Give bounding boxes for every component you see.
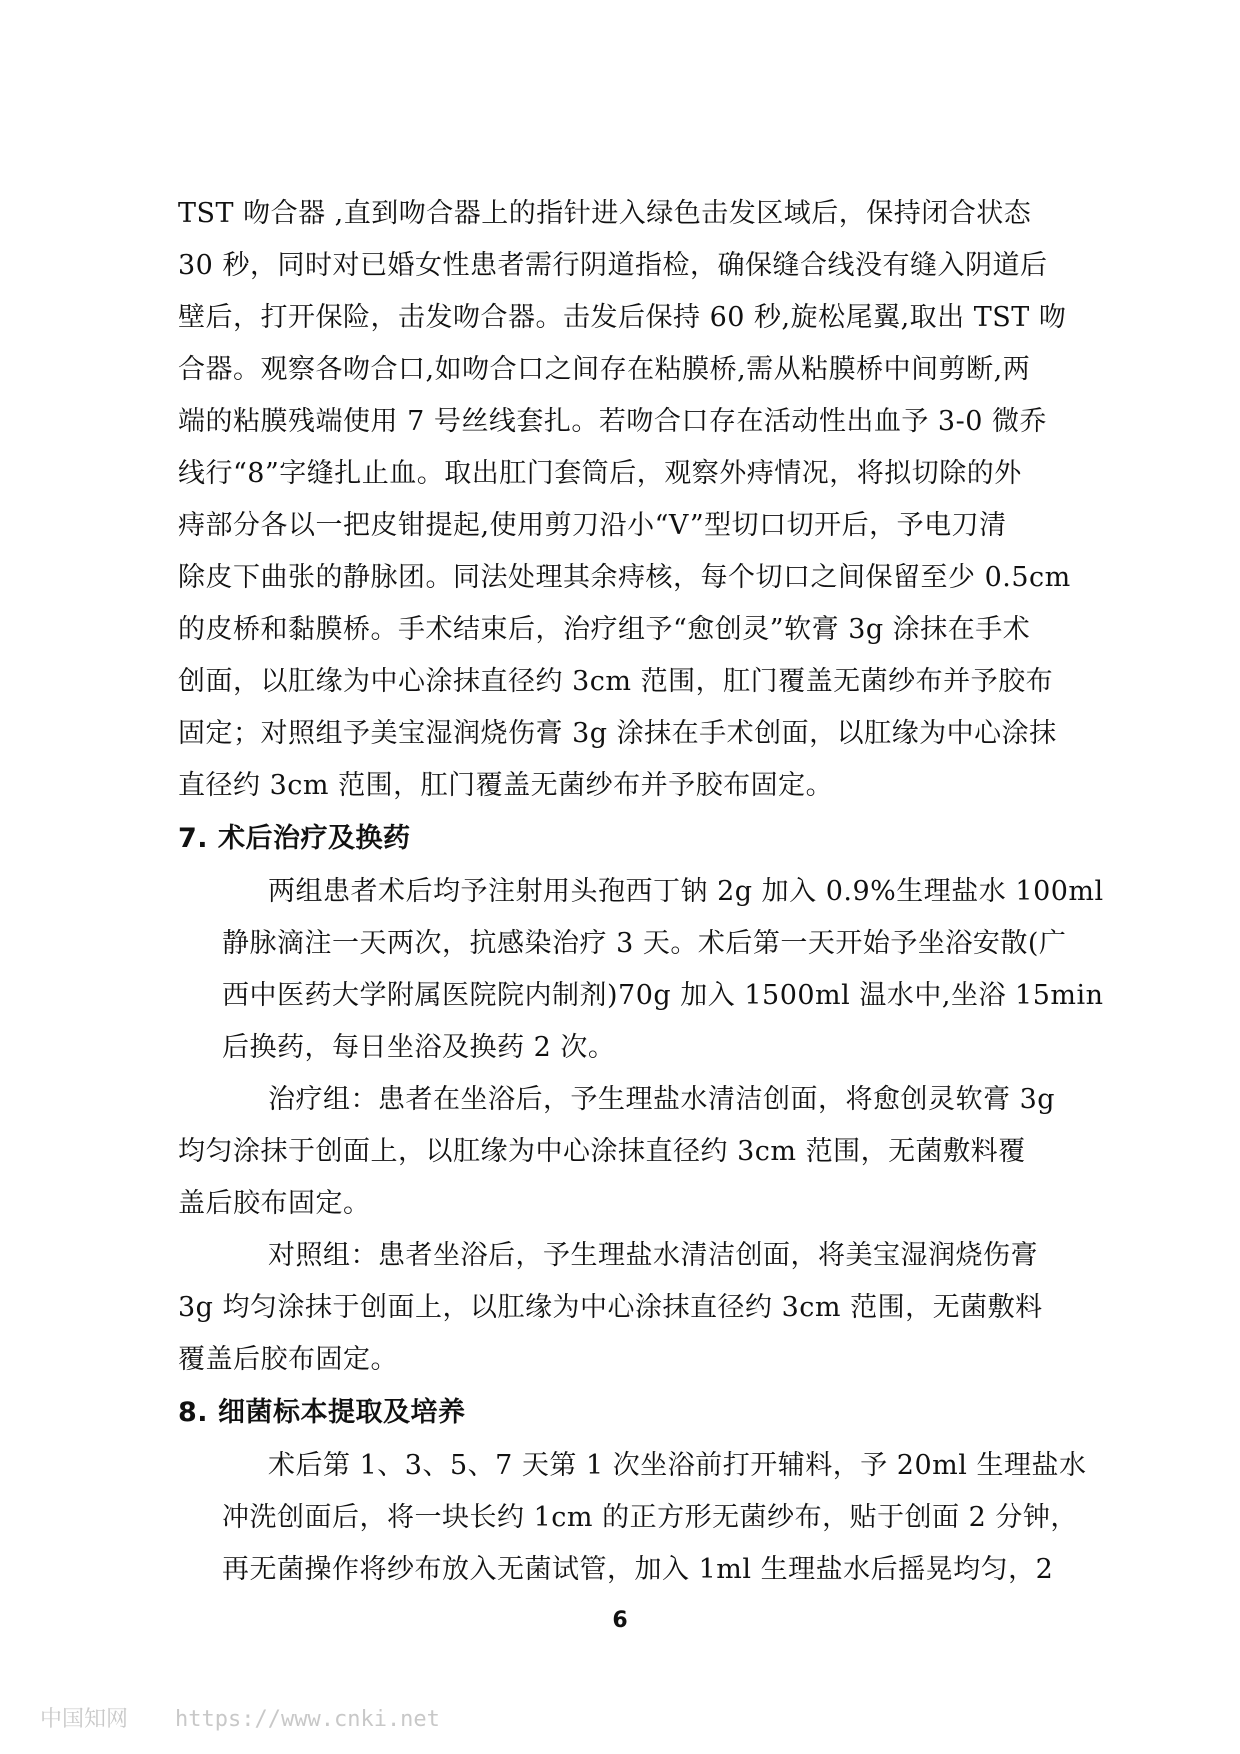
page-number: 6 <box>612 1608 628 1633</box>
text-line: 治疗组：患者在坐浴后，予生理盐水清洁创面，将愈创灵软膏 3g <box>268 1084 1056 1115</box>
paragraph-surgery-procedure <box>178 188 1098 812</box>
text-line: 盖后胶布固定。 <box>178 1188 371 1219</box>
paragraph-treatment-group <box>178 1074 1098 1230</box>
text-line: 痔部分各以一把皮钳提起,使用剪刀沿小“V”型切口切开后，予电刀清 <box>178 510 1007 541</box>
text-line: 壁后，打开保险，击发吻合器。击发后保持 60 秒,旋松尾翼,取出 TST 吻 <box>178 302 1067 333</box>
text-line: 对照组：患者坐浴后，予生理盐水清洁创面，将美宝湿润烧伤膏 <box>268 1240 1038 1271</box>
text-line: 西中医药大学附属医院院内制剂)70g 加入 1500ml 温水中,坐浴 15min <box>222 980 1104 1011</box>
watermark <box>40 1702 440 1733</box>
text-line: 后换药，每日坐浴及换药 2 次。 <box>222 1032 616 1063</box>
watermark-brand: 中国知网 <box>40 1707 129 1732</box>
text-line: 固定；对照组予美宝湿润烧伤膏 3g 涂抹在手术创面，以肛缘为中心涂抹 <box>178 718 1057 749</box>
text-line: 再无菌操作将纱布放入无菌试管，加入 1ml 生理盐水后摇晃均匀，2 <box>222 1554 1054 1585</box>
text-line: 术后第 1、3、5、7 天第 1 次坐浴前打开辅料，予 20ml 生理盐水 <box>268 1450 1087 1481</box>
text-line: 的皮桥和黏膜桥。手术结束后，治疗组予“愈创灵”软膏 3g 涂抹在手术 <box>178 614 1031 645</box>
text-line: 线行“8”字缝扎止血。取出肛门套筒后，观察外痔情况，将拟切除的外 <box>178 458 1022 489</box>
text-line: 3g 均匀涂抹于创面上，以肛缘为中心涂抹直径约 3cm 范围，无菌敷料 <box>178 1292 1043 1323</box>
text-line: 覆盖后胶布固定。 <box>178 1344 398 1375</box>
text-line: 静脉滴注一天两次，抗感染治疗 3 天。术后第一天开始予坐浴安散(广 <box>222 928 1067 959</box>
text-line: 创面，以肛缘为中心涂抹直径约 3cm 范围，肛门覆盖无菌纱布并予胶布 <box>178 666 1054 697</box>
section-heading-8: 8. 细菌标本提取及培养 <box>178 1397 466 1428</box>
text-line: 均匀涂抹于创面上，以肛缘为中心涂抹直径约 3cm 范围，无菌敷料覆 <box>178 1136 1026 1167</box>
text-line: 除皮下曲张的静脉团。同法处理其余痔核，每个切口之间保留至少 0.5cm <box>178 562 1071 593</box>
watermark-url: https://www.cnki.net <box>175 1707 440 1732</box>
text-line: 直径约 3cm 范围，肛门覆盖无菌纱布并予胶布固定。 <box>178 770 834 801</box>
section-heading-7: 7. 术后治疗及换药 <box>178 823 411 854</box>
text-line: 30 秒，同时对已婚女性患者需行阴道指检，确保缝合线没有缝入阴道后 <box>178 250 1048 281</box>
text-line: 冲洗创面后，将一块长约 1cm 的正方形无菌纱布，贴于创面 2 分钟， <box>222 1502 1078 1533</box>
paragraph-postop-treatment <box>178 866 1104 1074</box>
text-line: 两组患者术后均予注射用头孢西丁钠 2g 加入 0.9%生理盐水 100ml <box>268 876 1104 907</box>
text-line: 合器。观察各吻合口,如吻合口之间存在粘膜桥,需从粘膜桥中间剪断,两 <box>178 354 1031 385</box>
text-line: TST 吻合器 ,直到吻合器上的指针进入绿色击发区域后，保持闭合状态 <box>178 198 1032 229</box>
body-text <box>178 188 1104 1596</box>
paragraph-control-group <box>178 1230 1098 1386</box>
paragraph-bacteria-sampling <box>178 1440 1098 1596</box>
text-line: 端的粘膜残端使用 7 号丝线套扎。若吻合口存在活动性出血予 3-0 微乔 <box>178 406 1047 437</box>
